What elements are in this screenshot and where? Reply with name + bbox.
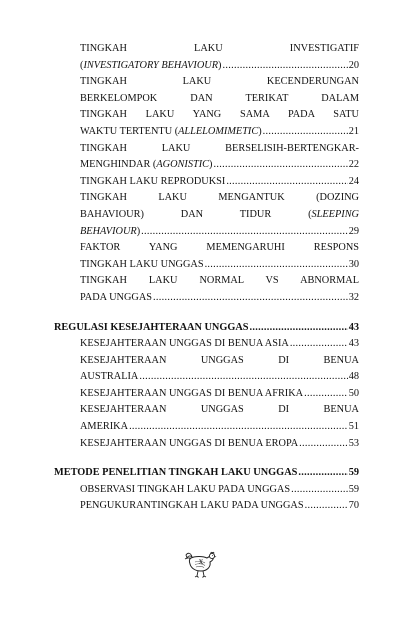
toc-entry-line (80, 419, 359, 436)
page-number: 51 (348, 421, 359, 433)
page-number: 59 (348, 467, 359, 479)
entry-text: ) (209, 159, 213, 171)
toc-entry-line (80, 257, 359, 274)
toc-entry-line (80, 386, 359, 403)
page-number: 50 (348, 387, 359, 399)
dot-leader (226, 174, 347, 191)
toc-chapter-regulasi (54, 320, 359, 337)
toc-entry-line: BERKELOMPOK DAN TERIKAT DALAM (80, 92, 359, 104)
entry-italic-term: AGONISTIC (156, 159, 210, 171)
entry-text: PADA UNGGAS (80, 291, 153, 303)
dot-leader (141, 224, 348, 241)
entry-text: AUSTRALIA (80, 371, 139, 383)
toc-entry-line: KESEJAHTERAAN UNGGAS DI BENUA (80, 404, 359, 416)
toc-entry-line (54, 465, 359, 482)
chapter-title: METODE PENELITIAN TINGKAH LAKU UNGGAS (54, 467, 298, 479)
toc-entry-observasi (54, 482, 359, 499)
entry-text: WAKTU TERTENTU ( (80, 125, 179, 137)
entry-text: AMERIKA (80, 421, 129, 433)
toc-entry-afrika (54, 386, 359, 403)
toc-chapter-metode (54, 465, 359, 482)
toc-entry-line (80, 436, 359, 453)
dot-leader (139, 369, 347, 386)
toc-entry-line: TINGKAH LAKU MENGANTUK (DOZING (80, 192, 359, 204)
dot-leader (222, 58, 347, 75)
toc-entry-normal-abnormal (54, 273, 359, 306)
page-number: 53 (348, 437, 359, 449)
toc-entry-line (80, 498, 359, 515)
toc-entry-line: TINGKAH LAKU INVESTIGATIF (80, 43, 359, 54)
page-number: 59 (348, 483, 359, 495)
entry-text: MENGHINDAR ( (80, 159, 157, 171)
dot-leader (299, 436, 348, 453)
toc-entry-eropa (54, 436, 359, 453)
page-number: 48 (348, 371, 359, 383)
entry-italic-term: INVESTIGATORY BEHAVIOUR (83, 59, 219, 71)
page-number: 29 (348, 225, 359, 237)
entry-text: ) (218, 59, 222, 71)
page-number: 24 (348, 175, 359, 187)
toc-entry-line (80, 224, 359, 241)
entry-text: KESEJAHTERAAN UNGGAS DI BENUA ASIA (80, 338, 289, 350)
toc-entry-line (80, 58, 359, 75)
toc-entry-line (80, 482, 359, 499)
toc-entry-line (80, 174, 359, 191)
toc-entry-line (80, 124, 359, 141)
entry-text: BAHAVIOUR) DAN TIDUR ( (80, 208, 312, 220)
toc-entry-investigatif (54, 41, 359, 74)
page-number-footer: x (198, 556, 204, 566)
toc-entry-line: TINGKAH LAKU YANG SAMA PADA SATU (80, 109, 359, 121)
entry-text: KESEJAHTERAAN UNGGAS DI BENUA AFRIKA (80, 387, 304, 399)
toc-entry-line (80, 369, 359, 386)
page-number: 32 (348, 291, 359, 303)
toc-entry-australia (54, 353, 359, 386)
entry-text: TINGKAH LAKU UNGGAS (80, 258, 204, 270)
toc-entry-line: KESEJAHTERAAN UNGGAS DI BENUA (80, 354, 359, 366)
entry-text: KESEJAHTERAAN UNGGAS DI BENUA EROPA (80, 437, 299, 449)
entry-italic-term: SLEEPING (311, 208, 359, 220)
entry-text: ) (136, 225, 141, 237)
page-number: 21 (348, 125, 359, 137)
toc-entry-line: TINGKAH LAKU KECENDERUNGAN (80, 76, 359, 88)
dot-leader (298, 465, 347, 482)
page-number: 43 (348, 338, 359, 350)
toc-entry-mengantuk (54, 190, 359, 240)
chapter-title: REGULASI KESEJAHTERAAN UNGGAS (54, 321, 249, 333)
entry-text: ) (258, 125, 262, 137)
page-number: 43 (348, 321, 359, 333)
entry-italic-term: BEHAVIOUR (80, 225, 137, 237)
toc-entry-amerika (54, 402, 359, 435)
toc-entry-line (80, 290, 359, 307)
dot-leader (205, 257, 348, 274)
page-number: 30 (348, 258, 359, 270)
entry-text: TINGKAH LAKU REPRODUKSI (80, 175, 226, 187)
toc-entry-agonistic (54, 141, 359, 174)
dot-leader (291, 482, 348, 499)
entry-text: OBSERVASI TINGKAH LAKU PADA UNGGAS (80, 483, 291, 495)
dot-leader (213, 157, 347, 174)
table-of-contents (54, 41, 359, 515)
page-number: 70 (348, 500, 359, 512)
toc-entry-line (80, 157, 359, 174)
page-number: 20 (348, 59, 359, 71)
dot-leader (153, 290, 348, 307)
toc-entry-reproduksi (54, 174, 359, 191)
dot-leader (305, 498, 348, 515)
entry-italic-term: ALLELOMIMETIC (178, 125, 259, 137)
toc-entry-line: TINGKAH LAKU NORMAL VS ABNORMAL (80, 275, 359, 287)
dot-leader (304, 386, 348, 403)
footer-ornament (183, 547, 219, 579)
toc-entry-allelomimetic (54, 74, 359, 140)
toc-entry-pengukuran (54, 498, 359, 515)
entry-text: ( (80, 59, 84, 71)
dot-leader (250, 320, 348, 337)
toc-entry-asia (54, 336, 359, 353)
toc-entry-line (80, 207, 359, 224)
toc-entry-faktor (54, 240, 359, 273)
entry-text: PENGUKURANTINGKAH LAKU PADA UNGGAS (80, 500, 304, 512)
toc-entry-line: FAKTOR YANG MEMENGARUHI RESPONS (80, 242, 359, 254)
dot-leader (290, 336, 348, 353)
toc-entry-line (80, 336, 359, 353)
toc-entry-line (54, 320, 359, 337)
toc-entry-line: TINGKAH LAKU BERSELISIH-BERTENGKAR- (80, 142, 359, 154)
page-number: 22 (348, 159, 359, 171)
dot-leader (129, 419, 348, 436)
dot-leader (263, 124, 348, 141)
